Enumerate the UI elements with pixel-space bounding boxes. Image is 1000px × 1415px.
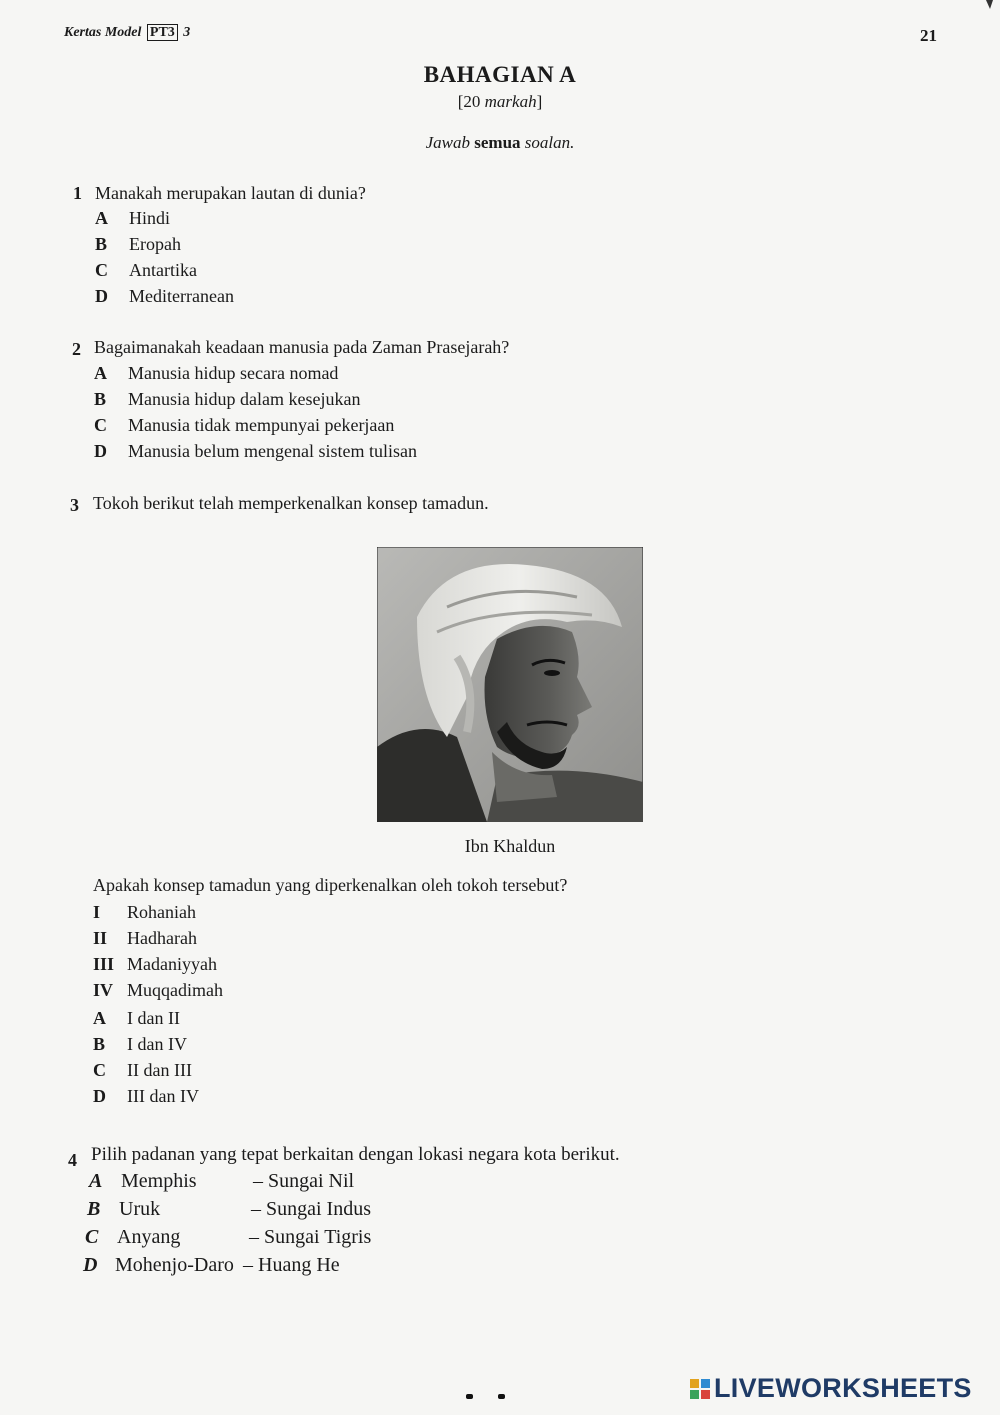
answer-option[interactable] (95, 260, 197, 281)
instruction-post: soalan. (520, 133, 575, 152)
option-letter: D (83, 1254, 98, 1276)
answer-option[interactable] (87, 1198, 371, 1221)
portrait-caption: Ibn Khaldun (464, 836, 556, 856)
ibn-khaldun-portrait (377, 547, 643, 822)
statement-item (93, 928, 197, 949)
option-letter: B (94, 389, 107, 409)
statement-text: Madaniyyah (127, 954, 217, 974)
statement-roman: II (93, 928, 108, 948)
liveworksheets-logo-icon (690, 1379, 710, 1399)
answer-option[interactable] (95, 208, 170, 229)
marks-close: ] (536, 92, 543, 111)
instruction-bold: semua (474, 133, 521, 152)
option-text: Manusia hidup dalam kesejukan (128, 389, 361, 409)
answer-option[interactable] (94, 441, 417, 462)
header-box-label: PT3 (147, 24, 178, 41)
corner-mark-icon (984, 0, 994, 10)
option-letter: B (87, 1198, 101, 1220)
city-name: Uruk (119, 1198, 161, 1220)
statement-item (93, 954, 217, 975)
city-name: Mohenjo-Daro (115, 1254, 234, 1276)
question-number: 3 (70, 495, 79, 515)
question-text: Pilih padanan yang tepat berkaitan dengan lokasi negara kota berikut. (91, 1144, 620, 1165)
question-text: Bagaimanakah keadaan manusia pada Zaman Prasejarah? (94, 337, 510, 357)
statement-roman: IV (93, 980, 114, 1000)
statement-text: Hadharah (127, 928, 197, 948)
option-letter: C (85, 1226, 99, 1248)
statement-roman: III (93, 954, 115, 974)
option-text: II dan III (127, 1060, 192, 1080)
city-name: Anyang (117, 1226, 181, 1248)
option-letter: A (89, 1170, 103, 1192)
question-text: Tokoh berikut telah memperkenalkan konsep tamadun. (93, 493, 489, 513)
option-text: I dan IV (127, 1034, 187, 1054)
page-mark-dot (498, 1394, 505, 1399)
option-letter: A (93, 1008, 106, 1028)
answer-option[interactable] (93, 1086, 199, 1107)
option-letter: C (94, 415, 107, 435)
answer-option[interactable] (89, 1170, 354, 1193)
sub-question-text: Apakah konsep tamadun yang diperkenalkan oleh tokoh tersebut? (93, 875, 568, 895)
option-text: Manusia hidup secara nomad (128, 363, 339, 383)
option-letter: C (95, 260, 108, 280)
option-text: Mediterranean (129, 286, 234, 306)
header-suffix: 3 (183, 25, 191, 40)
statement-item (93, 902, 196, 923)
marks-word: markah (484, 92, 537, 111)
city-name: Memphis (121, 1170, 197, 1192)
page-mark-dot (466, 1394, 473, 1399)
statement-text: Rohaniah (127, 902, 196, 922)
option-letter: A (94, 363, 107, 383)
question-number: 4 (68, 1150, 77, 1170)
question-number: 2 (72, 339, 81, 359)
river-name: – Sungai Nil (253, 1170, 355, 1192)
answer-option[interactable] (93, 1008, 180, 1029)
river-name: – Sungai Tigris (249, 1226, 372, 1248)
page-number: 21 (920, 26, 937, 45)
statement-item (93, 980, 223, 1001)
option-text: Eropah (129, 234, 181, 254)
option-text: Manusia tidak mempunyai pekerjaan (128, 415, 395, 435)
option-letter: D (93, 1086, 106, 1106)
question-text: Manakah merupakan lautan di dunia? (95, 183, 366, 203)
option-letter: C (93, 1060, 106, 1080)
answer-option[interactable] (85, 1226, 371, 1249)
option-letter: B (93, 1034, 106, 1054)
answer-option[interactable] (95, 234, 181, 255)
answer-option[interactable] (95, 286, 234, 307)
option-text: I dan II (127, 1008, 180, 1028)
liveworksheets-logo[interactable] (690, 1373, 972, 1404)
statement-text: Muqqadimah (127, 980, 223, 1000)
answer-option[interactable] (94, 389, 360, 410)
section-title: BAHAGIAN A (423, 62, 577, 87)
river-name: – Huang He (243, 1254, 340, 1276)
answer-option[interactable] (94, 363, 338, 384)
marks-open: [20 (457, 92, 485, 111)
option-letter: A (95, 208, 108, 228)
answer-option[interactable] (94, 415, 394, 436)
statement-roman: I (93, 902, 101, 922)
section-marks (0, 92, 1000, 112)
instruction-pre: Jawab (425, 133, 475, 152)
option-letter: D (95, 286, 108, 306)
section-instruction (0, 133, 1000, 153)
watermark-text: LIVEWORKSHEETS (714, 1373, 972, 1403)
option-text: Antartika (129, 260, 197, 280)
answer-option[interactable] (83, 1254, 340, 1277)
answer-option[interactable] (93, 1060, 192, 1081)
option-letter: B (95, 234, 108, 254)
question-number: 1 (73, 183, 82, 203)
option-text: Manusia belum mengenal sistem tulisan (128, 441, 417, 461)
answer-option[interactable] (93, 1034, 187, 1055)
option-letter: D (94, 441, 107, 461)
river-name: – Sungai Indus (251, 1198, 371, 1220)
option-text: III dan IV (127, 1086, 199, 1106)
option-text: Hindi (129, 208, 171, 228)
paper-header (64, 24, 190, 41)
header-prefix: Kertas Model (64, 25, 142, 40)
